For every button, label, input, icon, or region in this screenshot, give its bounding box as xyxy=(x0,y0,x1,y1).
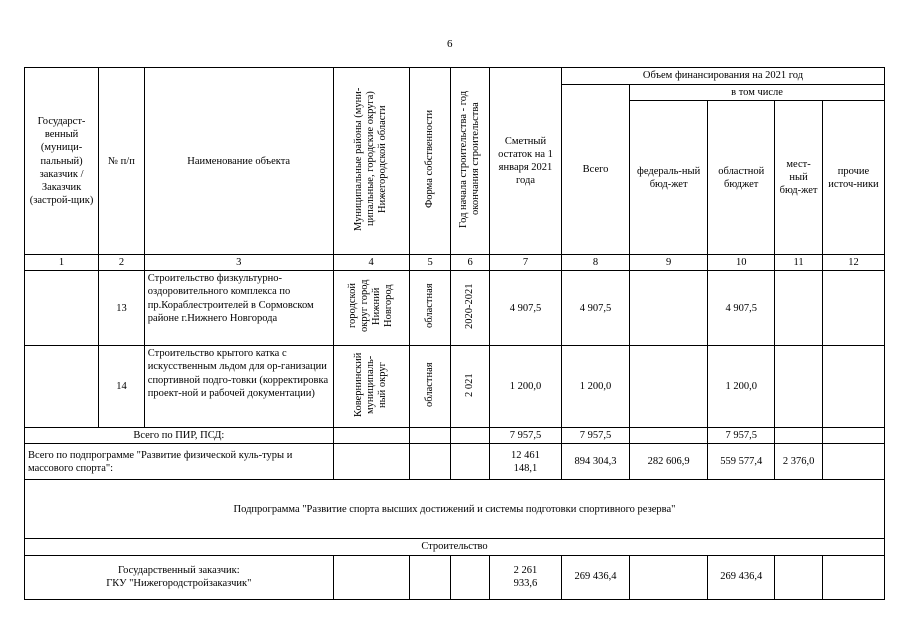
customer-row xyxy=(25,555,885,599)
empty-cell xyxy=(775,555,823,599)
empty-cell xyxy=(333,428,409,444)
row-regional: 4 907,5 xyxy=(708,271,775,346)
column-number: 10 xyxy=(708,255,775,271)
row-number: 13 xyxy=(99,271,145,346)
column-number: 6 xyxy=(451,255,490,271)
row-district xyxy=(333,346,409,428)
empty-cell xyxy=(409,555,451,599)
empty-cell xyxy=(409,444,451,480)
row-district-text: городской округ город Нижний Новгород xyxy=(347,280,395,333)
row-other xyxy=(822,271,884,346)
row-remainder: 1 200,0 xyxy=(489,346,561,428)
row-district-text: Ковернинский муниципаль-ный округ xyxy=(353,353,389,418)
row-years-text: 2020-2021 xyxy=(464,283,476,329)
total-pir-regional: 7 957,5 xyxy=(708,428,775,444)
page-number: 6 xyxy=(447,38,453,50)
header-years-text: Год начала строительства - год окончания строительства xyxy=(458,90,482,228)
row-object-name: Строительство крытого катка с искусственным льдом для ор-ганизации спортивной подго-товки (корректировка проект-ной и рабочей документации) xyxy=(144,346,333,428)
customer-total: 269 436,4 xyxy=(562,555,630,599)
column-number: 3 xyxy=(144,255,333,271)
empty-cell xyxy=(630,428,708,444)
empty-cell xyxy=(451,444,490,480)
total-pir-row xyxy=(25,428,885,444)
row-total: 1 200,0 xyxy=(562,346,630,428)
customer-label xyxy=(25,555,334,599)
header-including: в том числе xyxy=(630,85,885,101)
remainder-line-1: 12 461 xyxy=(511,449,540,461)
row-years xyxy=(451,271,490,346)
empty-cell xyxy=(775,428,823,444)
total-subprogram-regional: 559 577,4 xyxy=(708,444,775,480)
row-years xyxy=(451,346,490,428)
remainder-line-2: 933,6 xyxy=(513,578,538,589)
row-other xyxy=(822,346,884,428)
row-remainder: 4 907,5 xyxy=(489,271,561,346)
empty-cell xyxy=(451,555,490,599)
column-number: 9 xyxy=(630,255,708,271)
header-local: мест-ный бюд-жет xyxy=(775,101,823,255)
column-number: 8 xyxy=(562,255,630,271)
row-customer xyxy=(25,271,99,346)
column-number: 1 xyxy=(25,255,99,271)
header-years xyxy=(451,68,490,255)
row-district xyxy=(333,271,409,346)
table-row xyxy=(25,271,885,346)
total-subprogram-federal: 282 606,9 xyxy=(630,444,708,480)
column-number: 4 xyxy=(333,255,409,271)
header-customer: Государст-венный (муници-пальный) заказчик / Заказчик (застрой-щик) xyxy=(25,68,99,255)
empty-cell xyxy=(822,428,884,444)
remainder-line-1: 2 261 xyxy=(513,564,538,576)
empty-cell xyxy=(333,555,409,599)
table-row xyxy=(25,346,885,428)
total-subprogram-total: 894 304,3 xyxy=(562,444,630,480)
total-pir-remainder: 7 957,5 xyxy=(489,428,561,444)
row-local xyxy=(775,346,823,428)
row-ownership-text: областная xyxy=(424,283,436,329)
row-ownership-text: областная xyxy=(424,362,436,408)
column-number: 7 xyxy=(489,255,561,271)
empty-cell xyxy=(333,444,409,480)
customer-remainder xyxy=(489,555,561,599)
row-ownership xyxy=(409,346,451,428)
customer-label-line-1: Государственный заказчик: xyxy=(117,564,240,576)
total-subprogram-label: Всего по подпрограмме "Развитие физической куль-туры и массового спорта": xyxy=(25,444,334,480)
row-regional: 1 200,0 xyxy=(708,346,775,428)
remainder-line-2: 148,1 xyxy=(513,462,538,474)
row-number: 14 xyxy=(99,346,145,428)
empty-cell xyxy=(409,428,451,444)
row-customer xyxy=(25,346,99,428)
header-federal: федераль-ный бюд-жет xyxy=(630,101,708,255)
header-funding-group: Объем финансирования на 2021 год xyxy=(562,68,885,85)
total-subprogram-row xyxy=(25,444,885,480)
header-district-text: Муниципальные районы (муни-ципальные, городские округа) Нижегородской области xyxy=(353,87,389,231)
empty-cell xyxy=(630,555,708,599)
total-pir-label: Всего по ПИР, ПСД: xyxy=(25,428,334,444)
header-number: № п/п xyxy=(99,68,145,255)
row-total: 4 907,5 xyxy=(562,271,630,346)
section-title-row xyxy=(25,539,885,555)
column-number: 2 xyxy=(99,255,145,271)
header-total: Всего xyxy=(562,85,630,255)
customer-label-line-2: ГКУ "Нижегородстройзаказчик" xyxy=(106,578,252,589)
row-federal xyxy=(630,346,708,428)
header-object-name: Наименование объекта xyxy=(144,68,333,255)
column-numbers-row xyxy=(25,255,885,271)
row-ownership xyxy=(409,271,451,346)
row-years-text: 2 021 xyxy=(464,373,476,398)
empty-cell xyxy=(822,555,884,599)
header-district xyxy=(333,68,409,255)
subprogram-title-row xyxy=(25,480,885,539)
subprogram-title: Подпрограмма "Развитие спорта высших достижений и системы подготовки спортивного резерва" xyxy=(25,480,885,539)
header-regional: областной бюджет xyxy=(708,101,775,255)
column-number: 12 xyxy=(822,255,884,271)
header-remainder: Сметный остаток на 1 января 2021 года xyxy=(489,68,561,255)
customer-regional: 269 436,4 xyxy=(708,555,775,599)
total-subprogram-remainder xyxy=(489,444,561,480)
header-ownership-text: Форма собственности xyxy=(424,109,436,209)
row-object-name: Строительство физкультурно-оздоровительного комплекса по пр.Кораблестроителей в Сормовском районе г.Нижнего Новгорода xyxy=(144,271,333,346)
column-number: 5 xyxy=(409,255,451,271)
header-ownership xyxy=(409,68,451,255)
header-other: прочие источ-ники xyxy=(822,101,884,255)
empty-cell xyxy=(822,444,884,480)
total-pir-total: 7 957,5 xyxy=(562,428,630,444)
empty-cell xyxy=(451,428,490,444)
row-federal xyxy=(630,271,708,346)
total-subprogram-local: 2 376,0 xyxy=(775,444,823,480)
row-local xyxy=(775,271,823,346)
financing-table xyxy=(24,67,885,600)
section-title: Строительство xyxy=(25,539,885,555)
column-number: 11 xyxy=(775,255,823,271)
